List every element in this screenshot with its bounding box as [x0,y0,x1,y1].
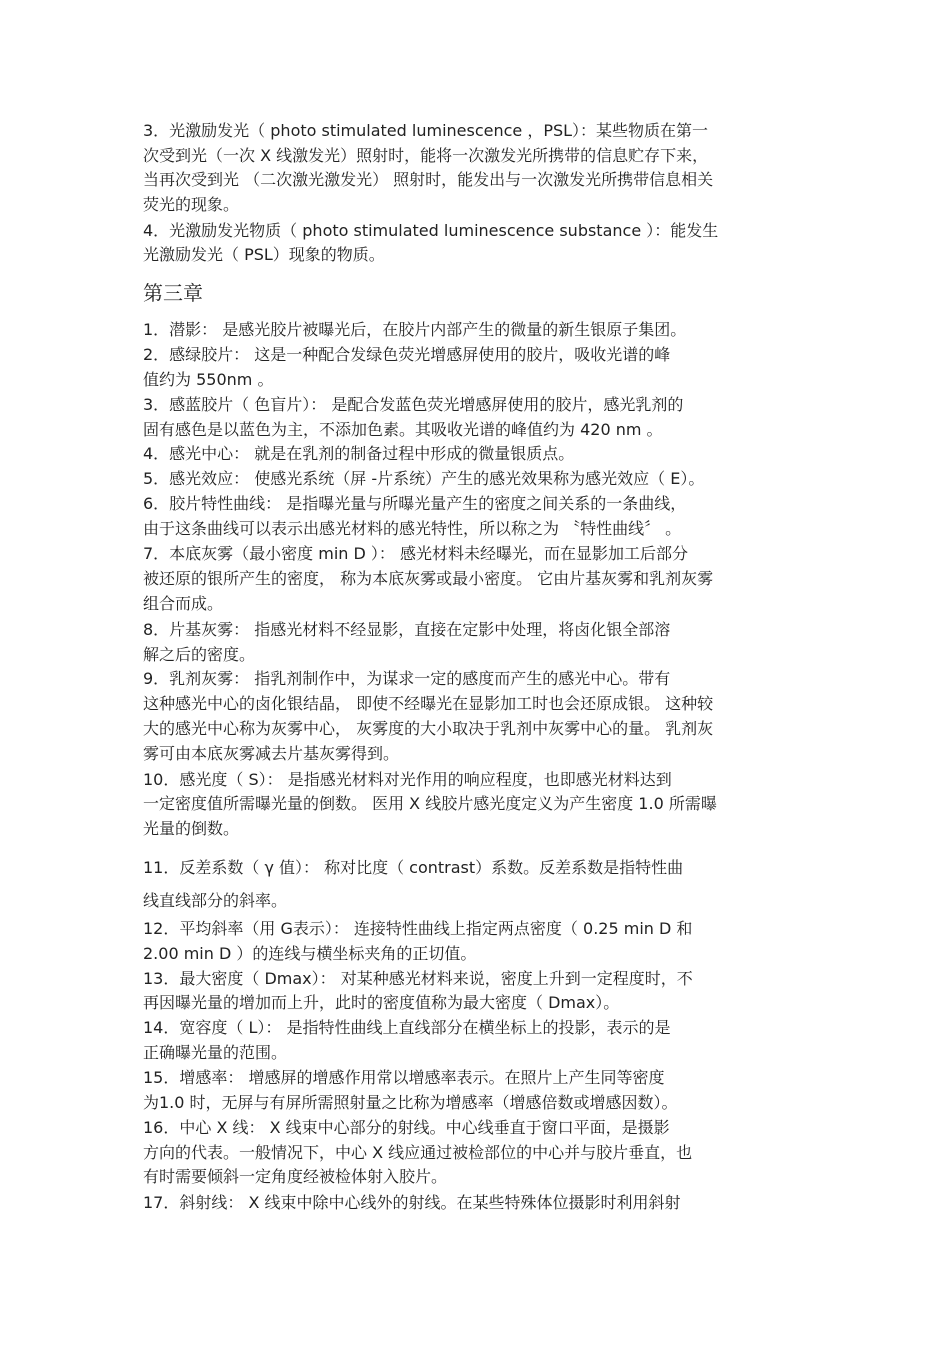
text-line: 9．乳剂灰雾： 指乳剂制作中，为谋求一定的感度而产生的感光中心。带有 [143,669,671,688]
text-line: 线直线部分的斜率。 [143,891,288,910]
text-line: 1．潜影： 是感光胶片被曝光后，在胶片内部产生的微量的新生银原子集团。 [143,320,687,339]
text-line: 6．胶片特性曲线： 是指曝光量与所曝光量产生的密度之间关系的一条曲线， [143,494,687,513]
text-line: 8．片基灰雾： 指感光材料不经显影，直接在定影中处理，将卤化银全部溶 [143,620,671,639]
text-line: 17．斜射线： X 线束中除中心线外的射线。在某些特殊体位摄影时利用斜射 [143,1193,681,1212]
text-line: 大的感光中心称为灰雾中心， 灰雾度的大小取决于乳剂中灰雾中心的量。 乳剂灰 [143,719,714,738]
text-line: 雾可由本底灰雾减去片基灰雾得到。 [143,744,400,763]
text-line: 3．感蓝胶片（ 色盲片）： 是配合发蓝色荧光增感屏使用的胶片，感光乳剂的 [143,395,684,414]
text-line: 一定密度值所需曝光量的倒数。 医用 X 线胶片感光度定义为产生密度 1.0 所需曝 [143,794,717,813]
text-line: 2．感绿胶片： 这是一种配合发绿色荧光增感屏使用的胶片，吸收光谱的峰 [143,345,671,364]
text-line: 再因曝光量的增加而上升，此时的密度值称为最大密度（ Dmax）。 [143,993,620,1012]
text-line: 10．感光度（ S）： 是指感光材料对光作用的响应程度，也即感光材料达到 [143,770,672,789]
text-line: 11．反差系数（ γ 值）： 称对比度（ contrast）系数。反差系数是指特性曲 [143,858,684,877]
text-line: 光量的倒数。 [143,819,240,838]
text-line: 组合而成。 [143,594,224,613]
text-line: 12．平均斜率（用 G表示）： 连接特性曲线上指定两点密度（ 0.25 min D 和 [143,919,693,938]
text-line: 15．增感率： 增感屏的增感作用常以增感率表示。在照片上产生同等密度 [143,1068,665,1087]
text-line: 4．光激励发光物质（ photo stimulated luminescence substance ）：能发生 [143,221,719,240]
text-line: 7．本底灰雾（最小密度 min D ）： 感光材料未经曝光，而在显影加工后部分 [143,544,689,563]
text-line: 为1.0 时，无屏与有屏所需照射量之比称为增感率（增感倍数或增感因数）。 [143,1093,678,1112]
text-line: 2.00 min D ）的连线与横坐标夹角的正切值。 [143,944,477,963]
text-line: 当再次受到光 （二次激光激发光） 照射时，能发出与一次激发光所携带信息相关 [143,170,714,189]
text-line: 13．最大密度（ Dmax）： 对某种感光材料来说，密度上升到一定程度时，不 [143,969,693,988]
text-line: 3．光激励发光（ photo stimulated luminescence ，PSL）：某些物质在第一 [143,121,709,140]
text-line: 5．感光效应： 使感光系统（屏 -片系统）产生的感光效果称为感光效应（ E）。 [143,469,705,488]
chapter-title: 第三章 [143,281,203,305]
text-line: 14．宽容度（ L）： 是指特性曲线上直线部分在横坐标上的投影，表示的是 [143,1018,671,1037]
text-line: 方向的代表。一般情况下，中心 X 线应通过被检部位的中心并与胶片垂直，也 [143,1143,693,1162]
text-line: 次受到光（一次 X 线激发光）照射时，能将一次激发光所携带的信息贮存下来， [143,146,709,165]
text-line: 4．感光中心： 就是在乳剂的制备过程中形成的微量银质点。 [143,444,575,463]
text-line: 荧光的现象。 [143,195,240,214]
text-line: 固有感色是以蓝色为主，不添加色素。其吸收光谱的峰值约为 420 nm 。 [143,420,663,439]
text-line: 这种感光中心的卤化银结晶， 即使不经曝光在显影加工时也会还原成银。 这种较 [143,694,714,713]
text-line: 由于这条曲线可以表示出感光材料的感光特性，所以称之为 〝特性曲线〞 。 [143,519,682,538]
text-line: 16．中心 X 线： X 线束中心部分的射线。中心线垂直于窗口平面，是摄影 [143,1118,670,1137]
text-line: 光激励发光（ PSL）现象的物质。 [143,245,385,264]
text-line: 有时需要倾斜一定角度经被检体射入胶片。 [143,1167,448,1186]
text-line: 解之后的密度。 [143,645,256,664]
text-line: 正确曝光量的范围。 [143,1043,288,1062]
text-line: 被还原的银所产生的密度， 称为本底灰雾或最小密度。 它由片基灰雾和乳剂灰雾 [143,569,714,588]
text-line: 值约为 550nm 。 [143,370,274,389]
